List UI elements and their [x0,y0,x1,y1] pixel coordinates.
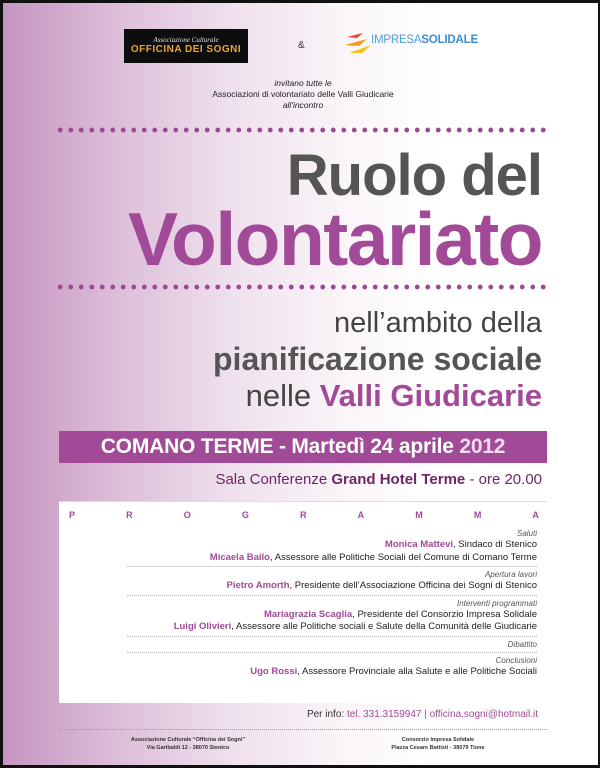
program-heading-letter: R [299,510,307,520]
subtitle-line3-highlight: Valli Giudicarie [319,378,542,413]
title-line1: Ruolo del [286,143,542,208]
impresa-solidale-logo [345,29,495,59]
program-category: Saluti [516,529,537,538]
footer-right-line2: Piazza Cesare Battisti - 38079 Tione [391,745,485,751]
title-line2: Volontariato [128,197,542,281]
program-heading-letter: M [473,510,482,520]
program-item [67,552,537,565]
program-box [59,501,547,703]
speaker-name: Ugo Rossi [250,665,298,677]
program-heading-letter: R [126,510,133,520]
speaker-name: Pietro Amorth [226,580,290,591]
speaker-name: Micaela Bailo [209,551,270,563]
program-item [67,539,537,552]
subtitle-line2: pianificazione sociale [213,341,542,377]
footer-right-line1: Consorzio Impresa Solidale [401,737,475,743]
program-heading-letter: O [183,510,191,520]
program-heading-letter: P [69,510,76,520]
venue-line [215,471,542,488]
speaker-role: , Sindaco di Stenico [453,539,537,550]
speaker-role: , Assessore Provinciale alla Salute e alle Politiche Sociali [297,665,537,677]
program-heading [69,510,539,520]
footer-right [368,736,508,752]
speaker-name: Monica Mattevi [384,539,454,550]
footer-divider [59,729,547,730]
program-heading-letter: M [415,510,423,520]
invite-line3: all'incontro [282,100,324,110]
dotted-divider-bottom [55,284,551,290]
subtitle-line3-pre: nelle [245,378,312,413]
program-item [67,609,537,622]
program-heading-letter: A [357,510,365,520]
program-category: Conclusioni [495,655,537,665]
program-separator [127,595,537,596]
info-contact: tel. 331.3159947 | officina.sogni@hotmail.it [346,709,538,720]
speaker-role: , Presidente dell’Associazione Officina dei Sogni di Stenico [289,580,537,591]
program-heading-letter: G [241,510,249,520]
speaker-role: , Assessore alle Politiche sociali e Salute della Comunità delle Giudicarie [231,621,537,632]
speaker-role: , Assessore alle Politiche Sociali del Comune di Comano Terme [269,551,537,563]
logo-right-part1: IMPRESA [371,34,422,46]
footer-left-line2: Via Garibaldi 12 - 38070 Stenico [146,745,230,751]
footer-left [123,736,253,752]
speaker-role: , Presidente del Consorzio Impresa Solidale [352,608,537,620]
program-category: Interventi programmati [456,598,537,608]
program-separator [127,636,537,637]
subtitle-line3 [246,377,542,415]
venue-place: Grand Hotel Terme [331,471,466,488]
info-label: Per info: [306,709,345,720]
logo-left-line1: Associazione Culturale [153,36,219,44]
venue-pre: Sala Conferenze [215,471,328,488]
program-separator [127,566,537,567]
event-year: 2012 [459,435,506,458]
venue-time: - ore 20.00 [469,471,542,488]
program-item [67,580,537,593]
program-category: Apertura lavori [484,570,537,579]
program-list [67,526,537,678]
subtitle-line1: nell’ambito della [334,307,542,339]
program-item [67,666,537,679]
speaker-name: Luigi Olivieri [173,621,232,632]
ampersand: & [298,40,305,51]
logo-right-part2: SOLIDALE [421,34,478,46]
program-item [67,621,537,634]
program-heading-letter: A [532,510,539,520]
speaker-name: Mariagrazia Scaglia [263,608,353,620]
event-date-text: COMANO TERME - Martedì 24 aprile [100,435,454,458]
dotted-divider-top [55,127,551,133]
invite-line1: invitano tutte le [274,78,332,88]
officina-dei-sogni-logo [124,29,248,63]
logo-left-line2: OFFICINA DEI SOGNI [130,44,242,55]
info-line [307,709,538,720]
footer-left-line1: Associazione Culturale “Officina dei Sogni” [130,737,246,743]
program-separator [127,652,537,653]
program-category: Dibattito [507,639,537,649]
invite-line2: Associazioni di volontariato delle Valli Giudicarie [212,89,394,99]
logo-right-name [371,34,478,46]
event-date-band [59,431,547,463]
